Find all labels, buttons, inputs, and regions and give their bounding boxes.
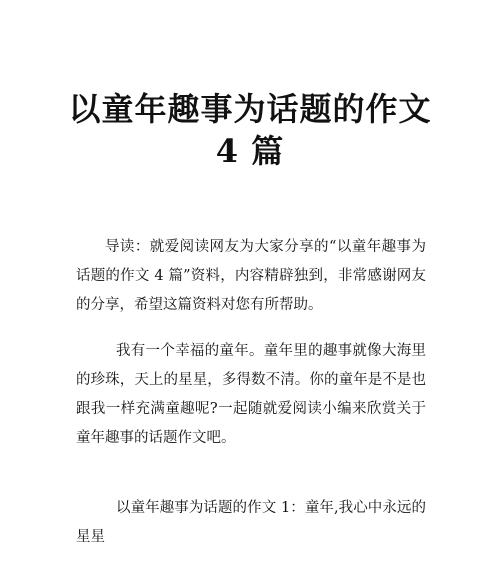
body-paragraph: 我有一个幸福的童年。童年里的趣事就像大海里的珍珠，天上的星星，多得数不清。你的童年是不是也跟我一样充满童趣呢?一起随就爱阅读小编来欣赏关于童年趣事的话题作文吧。 xyxy=(76,343,426,446)
document-title-count: 4 篇 xyxy=(215,132,285,170)
intro-paragraph: 导读：就爱阅读网友为大家分享的“以童年趣事为话题的作文 4 篇”资料，内容精辟独到，非常感谢网友的分享，希望这篇资料对您有所帮助。 xyxy=(76,239,426,313)
document-title: 以童年趣事为话题的作文 xyxy=(68,90,432,128)
section-heading: 以童年趣事为话题的作文 1：童年,我心中永远的星星 xyxy=(76,500,426,545)
